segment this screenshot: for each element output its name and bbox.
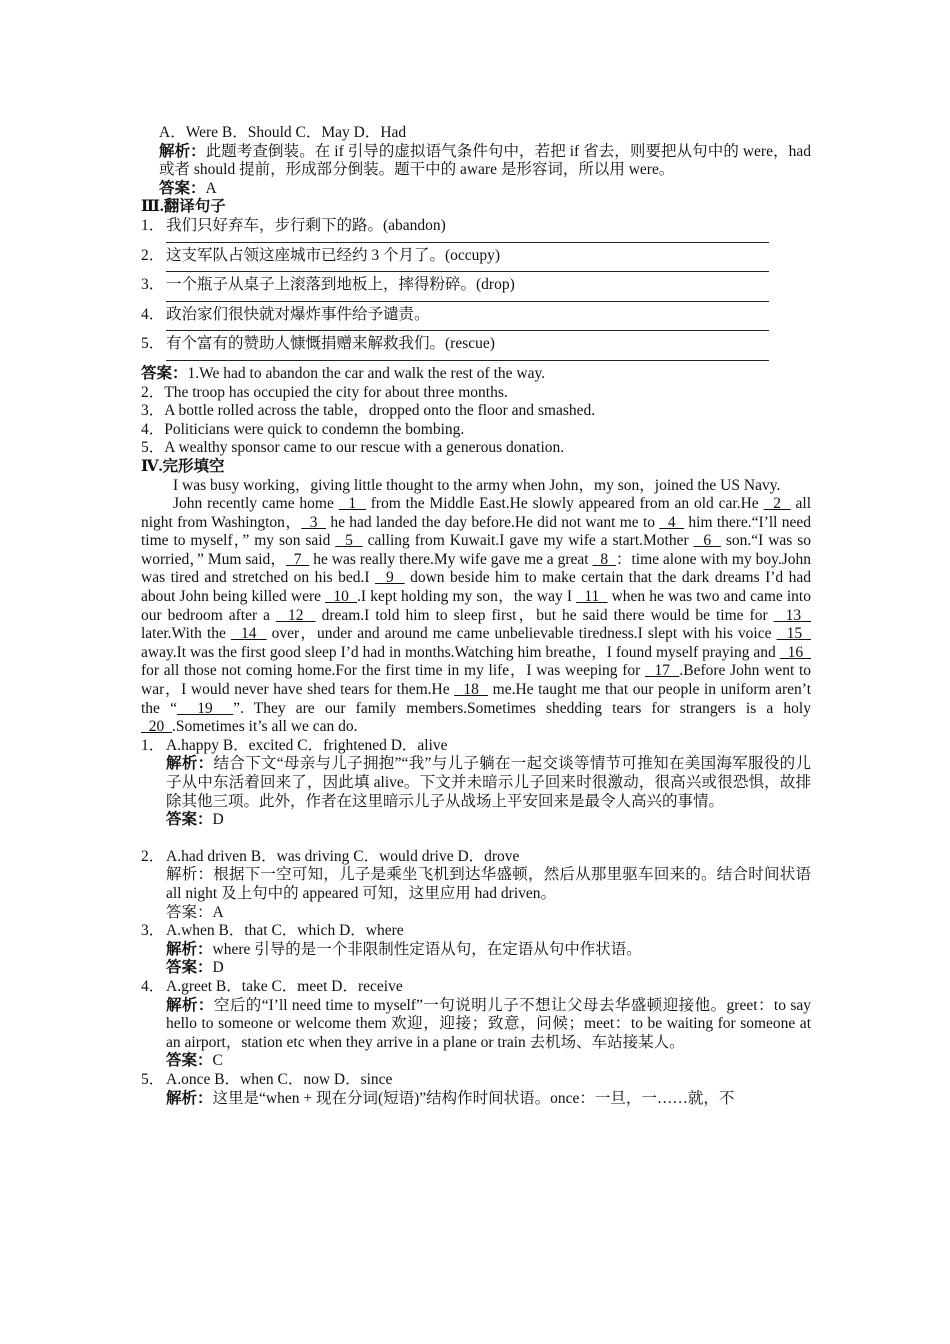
cloze-blank: 10 [325,588,358,606]
cloze-blank: 19 [176,699,234,717]
translation-item: 4． 政治家们很快就对爆炸事件给予谴责。 [141,305,430,323]
cloze-question: 2． A.had driven B．was driving C．would drive D．drove 解析：根据下一空可知，儿子是乘坐飞机到达华盛顿，然后从那里驱车回来的。结合时间状语 all night 及上句中的 appeared 可知，这里应用 had driven。 答案：A [141,847,811,921]
cloze-blank: 13 [773,606,812,624]
cloze-paragraph-1: I was busy working，giving little thought to the army when John，my son，joined the US Navy. [173,476,781,494]
translation-answer: 2．The troop has occupied the city for about three months. [141,383,508,401]
cloze-blank: 15 [776,625,811,643]
cloze-question: 5． A.once B．when C．now D．since 解析：这里是“when + 现在分词(短语)”结构作时间状语。once：一旦，一……就，不 [141,1071,811,1108]
cloze-blank: 8 [592,550,616,568]
cloze-blank: 12 [276,606,316,624]
cloze-question: 1． A.happy B．excited C．frightened D．alive 解析：结合下文“母亲与儿子拥抱”“我”与儿子躺在一起交谈等情节可推知在美国海军服役的儿子从中东活着回来了，因此填 alive。下文并未暗示儿子回来时很激动，很高兴或很恐惧，故排除其他三项。此外，作者在这里暗示儿子从战场上平安回来是最令人高兴的事情。 答案：D [141,736,811,829]
question-analysis: 解析：where 引导的是一个非限制性定语从句，在定语从句中作状语。 [166,940,642,958]
translation-answer: 答案：1.We had to abandon the car and walk the rest of the way. [141,364,546,382]
question-options: A.when B．that C．which D．where [166,922,404,940]
answer-label: 答案： [159,179,206,197]
question-answer [141,180,811,199]
question-options: A.happy B．excited C．frightened D．alive [166,736,448,754]
cloze-blank: 16 [779,643,811,661]
translation-item: 2． 这支军队占领这座城市已经约 3 个月了。(occupy) [141,246,501,264]
answer-line[interactable] [166,354,769,361]
cloze-blank: 5 [335,532,363,550]
question-analysis: 解析：这里是“when + 现在分词(短语)”结构作时间状语。once：一旦，一……就，不 [166,1089,735,1107]
translation-item: 5． 有个富有的赞助人慷慨捐赠来解救我们。(rescue) [141,335,495,353]
answer-line[interactable] [166,324,769,331]
translation-item: 3． 一个瓶子从桌子上滚落到地板上，摔得粉碎。(drop) [141,276,515,294]
question-answer: 答案：D [166,811,224,829]
analysis-label: 解析： [159,142,206,160]
translation-item: 1． 我们只好弃车，步行剩下的路。(abandon) [141,216,446,234]
cloze-blank: 1 [338,495,366,513]
cloze-blank: 6 [693,532,721,550]
cloze-question: 4． A.greet B．take C．meet D．receive 解析：空后的“I’ll need time to myself”一句说明儿子不想让父母去华盛顿迎接他。greet：to say hello to someone or welcome them 欢迎，迎接；致意，问候；meet：to be waiting for someone at an airport，station etc when they arrive in a plane or train 去机场、车站接某人。 答案：C [141,977,811,1070]
cloze-blank: 20 [141,718,172,736]
answer-line[interactable] [166,236,769,243]
cloze-blank: 4 [659,513,685,531]
question-analysis: 解析：根据下一空可知，儿子是乘坐飞机到达华盛顿，然后从那里驱车回来的。结合时间状语 all night 及上句中的 appeared 可知，这里应用 had driven。 [166,866,811,902]
question-analysis: 解析：空后的“I’ll need time to myself”一句说明儿子不想让父母去华盛顿迎接他。greet：to say hello to someone or welcome them 欢迎，迎接；致意，问候；meet：to be waiting for someone at an airport，station etc when they arrive in a plane or train 去机场、车站接某人。 [166,996,811,1051]
translation-answer: 5．A wealthy sponsor came to our rescue with a generous donation. [141,439,565,457]
answer-line[interactable] [166,295,769,302]
question-options: A．Were B．Should C．May D．Had [159,124,407,141]
translation-answer: 4．Politicians were quick to condemn the bombing. [141,420,465,438]
cloze-blank: 2 [763,495,791,513]
question-options: A.had driven B．was driving C．would drive D．drove [166,847,520,865]
cloze-blank: 11 [576,588,608,606]
cloze-blank: 3 [301,513,327,531]
cloze-blank: 14 [230,625,267,643]
question-options: A.greet B．take C．meet D．receive [166,977,403,995]
question-answer: 答案：C [166,1052,223,1070]
cloze-blank: 17 [645,662,680,680]
cloze-blank: 18 [454,681,489,699]
translation-answer: 3．A bottle rolled across the table，dropped onto the floor and smashed. [141,402,596,420]
question-answer: 答案：D [166,959,224,977]
section-title-cloze: Ⅳ.完形填空 [141,457,225,475]
cloze-paragraph-2: John recently came home 1 from the Middle East.He slowly appeared from an old car.He 2 all night from Washington， 3 he had landed the day before.He did not want me to 4 him there.“I’ll need time to myself，” my son said 5 calling from Kuwait.I gave my wife a start.Mother 6 son.“I was so worried，” Mum said， 7 he was really there.My wife gave me a great 8 ：time alone with my boy.John was tired and stretched on his bed.I 9 down beside him to make certain that the dark dreams I’d had about John being killed were 10 .I kept holding my son，the way I 11 when he was two and came into our bedroom after a 12 dream.I told him to sleep first，but he said there would be time for 13 later.With the 14 over，under and around me came unbelievable tiredness.I slept with his voice 15 away.It was the first good sleep I’d had in months.Watching him breathe，I found myself praying and 16 for all those not coming home.For the first time in my life，I was weeping for 17 .Before John went to war，I would never have shed tears for them.He 18 me.He taught me that our people in uniform aren’t the “ 19 ”. They are our family members.Sometimes shedding tears for strangers is a holy 20 .Sometimes it’s all we can do. [141,495,812,736]
document-page [141,124,811,1108]
cloze-blank: 7 [285,550,310,568]
question-analysis [141,143,811,180]
question-answer: 答案：A [166,903,224,921]
section-title-translation: Ⅲ.翻译句子 [141,198,226,216]
cloze-question: 3． A.when B．that C．which D．where 解析：where 引导的是一个非限制性定语从句，在定语从句中作状语。 答案：D [141,922,811,978]
answer-value: A [205,179,217,197]
question-analysis: 解析：结合下文“母亲与儿子拥抱”“我”与儿子躺在一起交谈等情节可推知在美国海军服役的儿子从中东活着回来了，因此填 alive。下文并未暗示儿子回来时很激动，很高兴或很恐惧，故排除其他三项。此外，作者在这里暗示儿子从战场上平安回来是最令人高兴的事情。 [166,755,811,810]
answer-line[interactable] [166,265,769,272]
cloze-blank: 9 [375,569,405,587]
analysis-text: 此题考查倒装。在 if 引导的虚拟语气条件句中，若把 if 省去，则要把从句中的 were，had 或者 should 提前，形成部分倒装。题干中的 aware 是形容词，所以用 were。 [159,142,811,179]
question-options: A.once B．when C．now D．since [166,1070,393,1088]
